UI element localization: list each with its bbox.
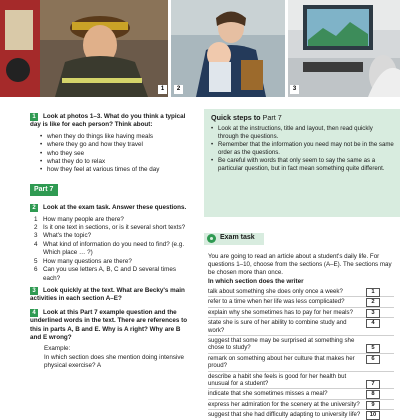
quick-steps-list bbox=[211, 125, 395, 173]
list-item: • what they do to relax bbox=[40, 158, 192, 166]
item-text: What kind of information do you need to find? (e.g. Which place … ?) bbox=[43, 240, 185, 257]
photo-desk bbox=[288, 0, 400, 97]
question-number-badge: 2 bbox=[30, 204, 38, 212]
item-number: 3 bbox=[34, 232, 38, 240]
divider bbox=[208, 335, 394, 336]
item-text: How many people are there? bbox=[43, 215, 124, 223]
list-item bbox=[34, 215, 192, 224]
item-text: suggest that some may be surprised at something she chose to study? bbox=[208, 337, 355, 352]
question-4 bbox=[30, 309, 192, 343]
list-item bbox=[208, 401, 400, 408]
question-number-badge: 4 bbox=[30, 309, 38, 317]
answer-box[interactable]: 8 bbox=[366, 390, 380, 399]
question-1-bullets bbox=[40, 133, 192, 175]
list-item bbox=[34, 240, 192, 258]
answer-box[interactable]: 9 bbox=[366, 401, 380, 410]
item-text: refer to a time when her life was less complicated? bbox=[208, 298, 345, 306]
item-text: How many questions are there? bbox=[43, 257, 132, 265]
item-text: What's the topic? bbox=[43, 232, 92, 240]
example-block bbox=[44, 345, 192, 370]
list-item bbox=[208, 411, 400, 418]
photo-number: 3 bbox=[290, 85, 299, 94]
exam-task-subheading: In which section does the writer bbox=[208, 278, 304, 285]
list-item bbox=[208, 355, 400, 370]
item-number: 6 bbox=[34, 266, 38, 274]
question-text: Look at the exam task. Answer these questions. bbox=[43, 204, 187, 212]
photo-strip bbox=[0, 0, 400, 97]
answer-box[interactable]: 5 bbox=[366, 344, 380, 353]
quick-steps-title-part: Part 7 bbox=[262, 113, 282, 122]
list-item bbox=[208, 319, 400, 334]
question-3 bbox=[30, 287, 192, 304]
list-item bbox=[34, 257, 192, 266]
list-item: • Remember that the information you need may not be in the same order as the questions. bbox=[211, 141, 395, 157]
firefighter-image bbox=[0, 0, 168, 97]
item-text: indicate that she sometimes misses a meal? bbox=[208, 390, 328, 398]
question-number-badge: 3 bbox=[30, 287, 38, 295]
list-item: • Look at the instructions, title and layout, then read quickly through the questions. bbox=[211, 125, 395, 141]
answer-box[interactable]: 2 bbox=[366, 298, 380, 307]
left-column bbox=[30, 113, 192, 371]
exam-task-heading: Exam task bbox=[220, 234, 255, 241]
list-item bbox=[34, 266, 192, 283]
item-text: state she is sure of her ability to combine study and work? bbox=[208, 319, 347, 334]
item-number: 5 bbox=[34, 257, 38, 265]
list-item bbox=[34, 224, 192, 232]
question-2 bbox=[30, 204, 192, 212]
list-item: • when they do things like having meals bbox=[40, 133, 192, 141]
list-item: • Be careful with words that only seem to say the same as a particular question, but in fact mean something quite different. bbox=[211, 157, 395, 173]
quick-steps-title-text: Quick steps to bbox=[211, 113, 261, 122]
list-item bbox=[34, 232, 192, 240]
photo-parent bbox=[171, 0, 285, 97]
item-text: Is it one text in sections, or is it several short texts? bbox=[43, 224, 186, 232]
list-item: • where they go and how they travel bbox=[40, 141, 192, 149]
desk-computer-image bbox=[288, 0, 400, 97]
list-item bbox=[208, 298, 400, 305]
photo-firefighter bbox=[0, 0, 168, 97]
exam-task-header bbox=[204, 233, 264, 245]
item-number: 4 bbox=[34, 240, 38, 248]
answer-box[interactable]: 4 bbox=[366, 319, 380, 328]
divider bbox=[208, 371, 394, 372]
photo-number: 2 bbox=[174, 85, 183, 94]
item-text: suggest that she had difficulty adapting to university life? bbox=[208, 411, 361, 419]
question-text: Look at this Part 7 example question and the underlined words in the text. There are references to this in parts A, B and E. Why is A right? Why are B and E wrong? bbox=[30, 308, 188, 341]
example-label: Example: bbox=[44, 345, 71, 353]
list-item bbox=[208, 337, 400, 352]
answer-box[interactable]: 1 bbox=[366, 288, 380, 297]
question-text: Look at photos 1–3. What do you think a typical day is like for each person? Think about: bbox=[30, 113, 186, 129]
answer-box[interactable]: 10 bbox=[366, 411, 380, 420]
item-text: explain why she sometimes has to pay for her meals? bbox=[208, 308, 353, 316]
item-number: 1 bbox=[34, 215, 38, 223]
exam-task-intro: You are going to read an article about a student's daily life. For questions 1–10, choose from the sections (A–E). The sections may be chosen more than once. bbox=[208, 253, 392, 276]
quick-steps-panel bbox=[204, 109, 400, 217]
list-item bbox=[208, 373, 400, 388]
list-item bbox=[208, 288, 400, 295]
example-text: In which section does she mention doing intensive physical exercise? A bbox=[44, 353, 185, 370]
part-7-label: Part 7 bbox=[30, 184, 58, 196]
answer-box[interactable]: 6 bbox=[366, 355, 380, 364]
item-number: 2 bbox=[34, 224, 38, 232]
item-text: describe a habit she feels is good for her health but unusual for a student? bbox=[208, 372, 347, 388]
question-1 bbox=[30, 113, 192, 130]
quick-steps-title bbox=[211, 114, 395, 122]
list-item bbox=[208, 390, 400, 397]
question-2-list bbox=[34, 215, 192, 283]
answer-box[interactable]: 7 bbox=[366, 380, 380, 389]
item-text: Can you use letters A, B, C and D several times each? bbox=[43, 266, 176, 282]
target-icon bbox=[207, 234, 216, 243]
answer-box[interactable]: 3 bbox=[366, 309, 380, 318]
exam-task-items bbox=[208, 288, 400, 419]
item-text: express her admiration for the scenery at the university? bbox=[208, 400, 360, 408]
list-item: • how they feel at various times of the day bbox=[40, 166, 192, 174]
list-item: • who they see bbox=[40, 150, 192, 158]
parent-child-image bbox=[171, 0, 285, 97]
item-text: remark on something about her culture that makes her proud? bbox=[208, 354, 355, 370]
question-number-badge: 1 bbox=[30, 113, 38, 121]
question-text: Look quickly at the text. What are Becky's main activities in each section A–E? bbox=[30, 286, 185, 303]
list-item bbox=[208, 309, 400, 316]
item-text: talk about something she does only once a week? bbox=[208, 288, 343, 295]
photo-number: 1 bbox=[158, 85, 167, 94]
